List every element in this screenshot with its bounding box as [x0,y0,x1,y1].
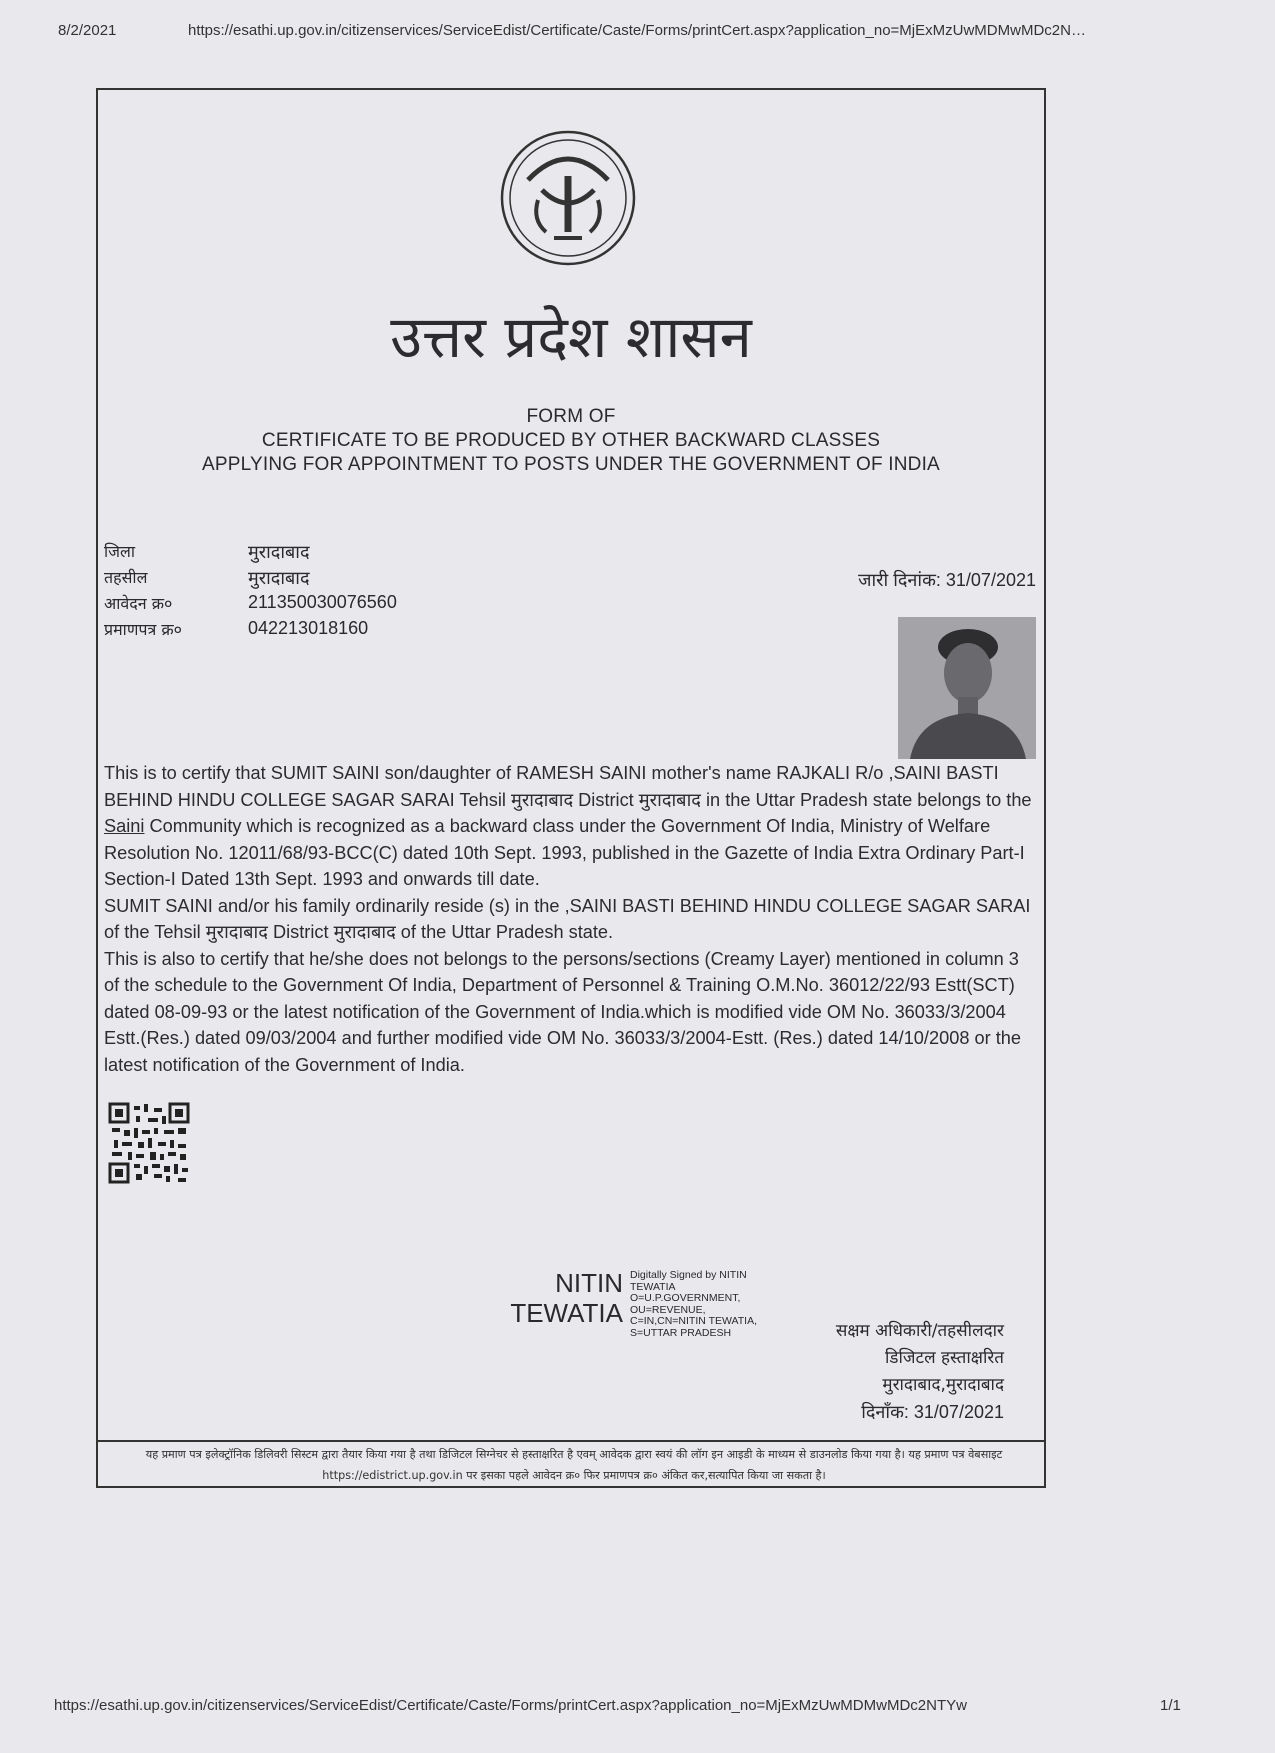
district-value: मुरादाबाद [248,542,310,562]
qr-code-icon [108,1102,190,1184]
certificate-paragraph-1: This is to certify that SUMIT SAINI son/daughter of RAMESH SAINI mother's name RAJKALI R/o ,SAINI BASTI BEHIND HINDU COLLEGE SAGAR SARAI Tehsil मुरादाबाद District मुरादाबाद in the Uttar Pradesh state belongs to the Saini Community which is recognized as a backward class under the Government Of India, Ministry of Welfare Resolution No. 12011/68/93-BCC(C) dated 10th Sept. 1993, published in the Gazette of India Extra Ordinary Part-I Section-I Dated 13th Sept. 1993 and onwards till date. [104,763,1032,889]
form-heading-line1: FORM OF [526,406,616,427]
district-label: जिला [104,542,136,561]
certificate-paragraph-2: SUMIT SAINI and/or his family ordinarily reside (s) in the ,SAINI BASTI BEHIND HINDU COLLEGE SAGAR SARAI of the Tehsil मुरादाबाद District मुरादाबाद of the Uttar Pradesh state. [104,895,1031,942]
signatory-last-name: TEWATIA [510,1298,623,1328]
form-heading-line3: APPLYING FOR APPOINTMENT TO POSTS UNDER THE GOVERNMENT OF INDIA [202,454,940,475]
print-header-url: https://esathi.up.gov.in/citizenservices/ServiceEdist/Certificate/Caste/Forms/printCert.aspx?application_no=MjExMzUwMDMwMDc2N… [188,22,1086,39]
officer-title: सक्षम अधिकारी/तहसीलदार [835,1321,1004,1341]
digital-signature-details: Digitally Signed by NITIN TEWATIA O=U.P.GOVERNMENT, OU=REVENUE, C=IN,CN=NITIN TEWATIA, S=UTTAR PRADESH [630,1269,757,1339]
certificate [96,88,1046,1488]
issue-date: जारी दिनांक: 31/07/2021 [858,570,1036,590]
certificate-body [104,760,1039,1078]
signatory-name [493,1268,623,1328]
page-number: 1/1 [1160,1697,1181,1714]
application-no-value: 211350030076560 [248,592,397,612]
signatory-first-name: NITIN [555,1268,623,1298]
digitally-signed-label: डिजिटल हस्ताक्षरित [885,1348,1004,1368]
form-heading-line2: CERTIFICATE TO BE PRODUCED BY OTHER BACKWARD CLASSES [261,430,881,451]
certificate-paragraph-3: This is also to certify that he/she does not belongs to the persons/sections (Creamy Layer) mentioned in column 3 of the schedule to the Government Of India, Department of Personnel & Training O.M.No. 36012/22/93 Estt(SCT) dated 08-09-93 or the latest notification of the Government of India.which is modified vide OM No. 36033/3/2004 Estt.(Res.) dated 09/03/2004 and further modified vide OM No. 36033/3/2004-Estt. (Res.) dated 14/10/2008 or the latest notification of the Government of India. [104,948,1021,1075]
officer-block [836,1318,1004,1426]
certificate-no-label: प्रमाणपत्र क्र० [104,620,182,639]
tehsil-value: मुरादाबाद [248,568,310,588]
footer-divider [98,1440,1044,1442]
tehsil-label: तहसील [104,568,148,587]
up-government-emblem-icon [498,128,638,268]
verification-note: यह प्रमाण पत्र इलेक्ट्रॉनिक डिलिवरी सिस्टम द्वारा तैयार किया गया है तथा डिजिटल सिग्नेचर से हस्ताक्षरित है एवम् आवेदक द्वारा स्वयं की लॉग इन आइडी के माध्यम से डाउनलोड किया गया है। यह प्रमाण पत्र वेबसाइट https://edistrict.up.gov.in पर इसका पहले आवेदन क्र० फिर प्रमाणपत्र क्र० अंकित कर,सत्यापित किया जा सकता है। [145,1448,1003,1482]
certificate-no-value: 042213018160 [248,618,369,638]
applicant-photo [898,617,1036,759]
officer-place: मुरादाबाद,मुरादाबाद [882,1375,1004,1395]
officer-date: दिनाँक: 31/07/2021 [861,1402,1004,1422]
government-title: उत्तर प्रदेश शासन [390,303,752,371]
application-no-label: आवेदन क्र० [104,594,173,613]
print-footer-url: https://esathi.up.gov.in/citizenservices/ServiceEdist/Certificate/Caste/Forms/printCert.aspx?application_no=MjExMzUwMDMwMDc2NTYw [54,1697,967,1714]
print-date: 8/2/2021 [58,22,117,39]
community-name: Saini [104,816,145,836]
